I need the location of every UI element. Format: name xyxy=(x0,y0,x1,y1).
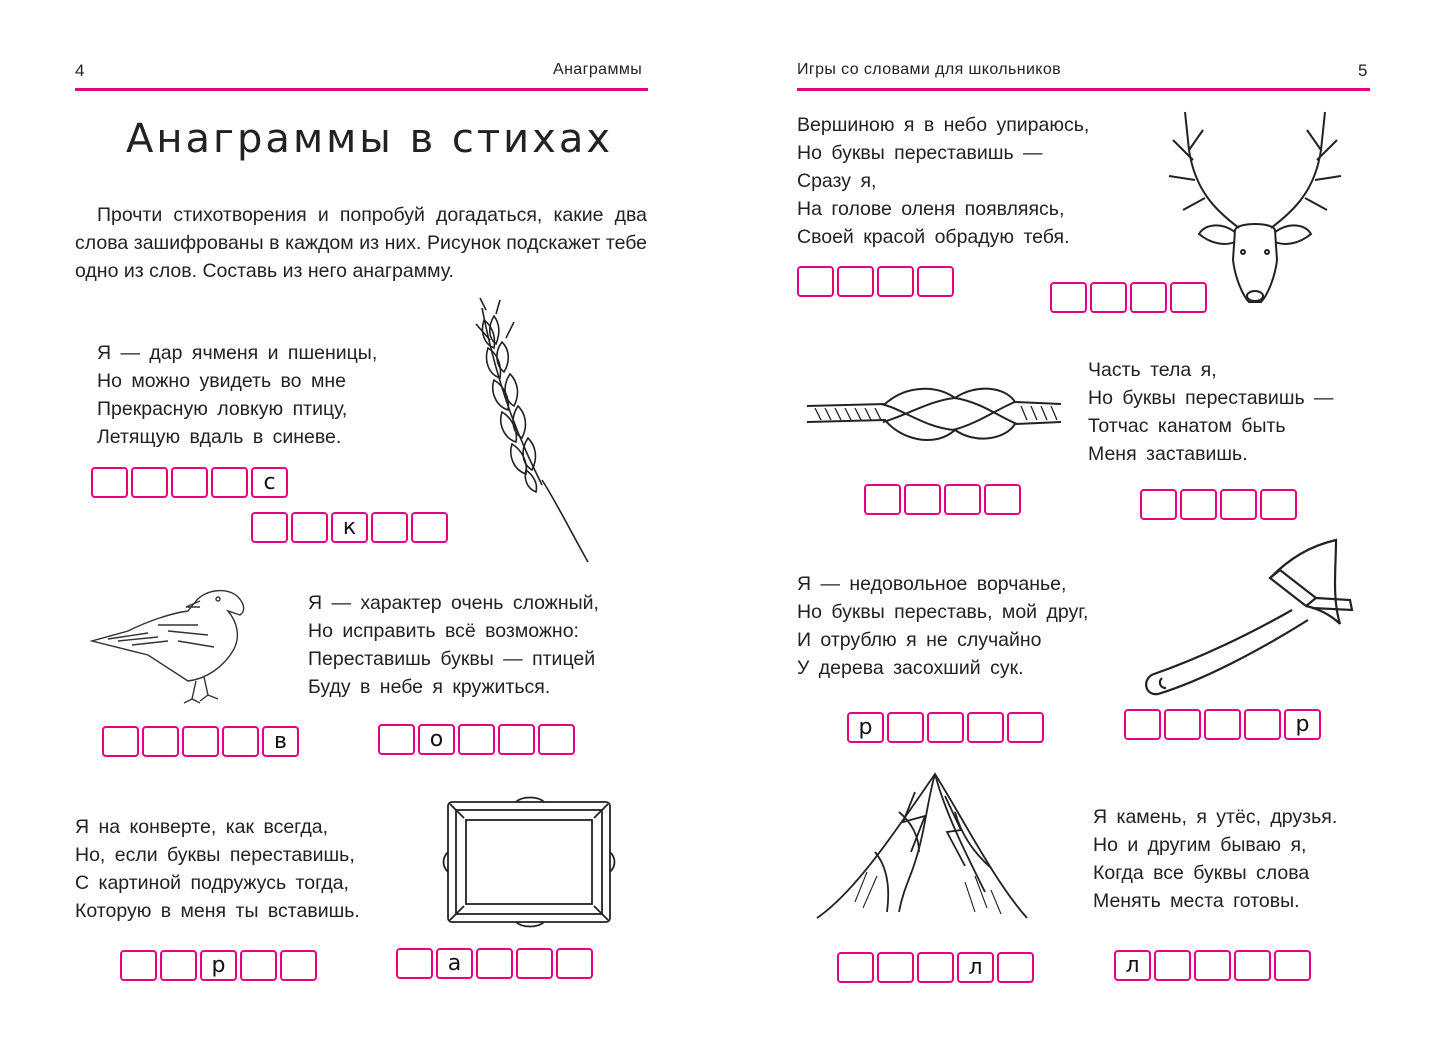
letter-box[interactable] xyxy=(1194,950,1231,981)
letter-box[interactable]: а xyxy=(436,948,473,979)
letter-box[interactable] xyxy=(997,952,1034,983)
poem-line: Часть тела я, xyxy=(1088,359,1217,381)
letter-box[interactable] xyxy=(371,512,408,543)
left-page-number: 4 xyxy=(75,61,85,80)
letter-box[interactable] xyxy=(1140,489,1177,520)
answer-boxes xyxy=(396,948,593,979)
poem-knot xyxy=(1088,356,1334,468)
axe-icon xyxy=(1140,538,1358,698)
letter-box[interactable]: с xyxy=(251,467,288,498)
letter-box[interactable] xyxy=(498,724,535,755)
poem-line: Я камень, я утёс, друзья. xyxy=(1093,806,1338,828)
letter-box[interactable] xyxy=(1164,709,1201,740)
letter-box[interactable]: р xyxy=(847,712,884,743)
raven-icon xyxy=(88,585,253,705)
letter-box[interactable] xyxy=(131,467,168,498)
letter-box[interactable] xyxy=(222,726,259,757)
poem-line: Но можно увидеть во мне xyxy=(97,370,346,392)
letter-box[interactable] xyxy=(476,948,513,979)
letter-box[interactable] xyxy=(887,712,924,743)
answer-boxes xyxy=(102,726,299,757)
letter-box[interactable] xyxy=(211,467,248,498)
poem-line: Я — характер очень сложный, xyxy=(308,592,599,614)
answer-boxes xyxy=(847,712,1044,743)
letter-box[interactable] xyxy=(984,484,1021,515)
poem-line: И отрублю я не случайно xyxy=(797,629,1042,651)
letter-box[interactable] xyxy=(516,948,553,979)
letter-box[interactable] xyxy=(1260,489,1297,520)
answer-boxes xyxy=(837,952,1034,983)
poem-line: Но, если буквы переставишь, xyxy=(75,844,355,866)
frame-icon xyxy=(446,798,614,926)
poem-line: Но буквы переставь, мой друг, xyxy=(797,601,1089,623)
answer-boxes xyxy=(864,484,1021,515)
poem-line: На голове оленя появляясь, xyxy=(797,198,1065,220)
letter-box[interactable] xyxy=(877,266,914,297)
letter-box[interactable]: л xyxy=(957,952,994,983)
right-header-rule xyxy=(797,88,1370,91)
poem-line: Я на конверте, как всегда, xyxy=(75,816,329,838)
letter-box[interactable] xyxy=(556,948,593,979)
letter-box[interactable] xyxy=(904,484,941,515)
letter-box[interactable] xyxy=(1090,282,1127,313)
answer-boxes xyxy=(120,950,317,981)
letter-box[interactable] xyxy=(396,948,433,979)
knot-icon xyxy=(805,378,1063,450)
letter-box[interactable] xyxy=(411,512,448,543)
letter-box[interactable] xyxy=(1220,489,1257,520)
poem-antlers xyxy=(797,111,1089,251)
poem-line: У дерева засохший сук. xyxy=(797,657,1024,679)
poem-frame xyxy=(75,813,360,925)
poem-line: Менять места готовы. xyxy=(1093,890,1300,912)
letter-box[interactable] xyxy=(917,952,954,983)
poem-line: С картиной подружусь тогда, xyxy=(75,872,349,894)
letter-box[interactable] xyxy=(458,724,495,755)
letter-box[interactable] xyxy=(182,726,219,757)
right-running-header: Игры со словами для школьников xyxy=(797,61,1062,78)
letter-box[interactable] xyxy=(1130,282,1167,313)
letter-box[interactable] xyxy=(240,950,277,981)
letter-box[interactable] xyxy=(160,950,197,981)
letter-box[interactable] xyxy=(1204,709,1241,740)
letter-box[interactable] xyxy=(1050,282,1087,313)
poem-line: Летящую вдаль в синеве. xyxy=(97,426,342,448)
letter-box[interactable] xyxy=(1274,950,1311,981)
letter-box[interactable]: о xyxy=(418,724,455,755)
poem-line: Тотчас канатом быть xyxy=(1088,415,1286,437)
poem-line: Которую в меня ты вставишь. xyxy=(75,900,360,922)
letter-box[interactable] xyxy=(1124,709,1161,740)
left-running-header: Анаграммы xyxy=(553,61,643,78)
wheat-icon xyxy=(470,300,595,565)
poem-line: Я — дар ячменя и пшеницы, xyxy=(97,342,378,364)
letter-box[interactable] xyxy=(280,950,317,981)
poem-line: Но буквы переставишь — xyxy=(1088,387,1334,409)
poem-raven xyxy=(308,589,599,701)
letter-box[interactable] xyxy=(864,484,901,515)
letter-box[interactable]: р xyxy=(1284,709,1321,740)
poem-line: Буду в небе я кружиться. xyxy=(308,676,551,698)
right-page-number: 5 xyxy=(1358,61,1368,80)
letter-box[interactable] xyxy=(378,724,415,755)
letter-box[interactable] xyxy=(251,512,288,543)
poem-line: Прекрасную ловкую птицу, xyxy=(97,398,348,420)
poem-line: Когда все буквы слова xyxy=(1093,862,1310,884)
letter-box[interactable] xyxy=(1007,712,1044,743)
answer-boxes xyxy=(378,724,575,755)
poem-line: Я — недовольное ворчанье, xyxy=(797,573,1067,595)
letter-box[interactable] xyxy=(944,484,981,515)
letter-box[interactable] xyxy=(927,712,964,743)
letter-box[interactable] xyxy=(797,266,834,297)
deer-icon xyxy=(1165,110,1345,310)
poem-line: Сразу я, xyxy=(797,170,877,192)
poem-line: Переставишь буквы — птицей xyxy=(308,648,596,670)
answer-boxes xyxy=(1140,489,1297,520)
letter-box[interactable] xyxy=(917,266,954,297)
letter-box[interactable] xyxy=(1244,709,1281,740)
letter-box[interactable] xyxy=(538,724,575,755)
poem-line: Меня заставишь. xyxy=(1088,443,1248,465)
letter-box[interactable] xyxy=(877,952,914,983)
poem-line: Но и другим бываю я, xyxy=(1093,834,1307,856)
letter-box[interactable] xyxy=(1180,489,1217,520)
poem-mountain xyxy=(1093,803,1337,915)
letter-box[interactable] xyxy=(837,952,874,983)
answer-boxes xyxy=(91,467,288,498)
poem-axe xyxy=(797,570,1088,682)
letter-box[interactable]: р xyxy=(200,950,237,981)
page-title: Анаграммы в стихах xyxy=(126,116,614,162)
poem-line: Но исправить всё возможно: xyxy=(308,620,579,642)
letter-box[interactable] xyxy=(1154,950,1191,981)
left-header-rule xyxy=(75,88,648,91)
letter-box[interactable] xyxy=(1234,950,1271,981)
poem-line: Своей красой обрадую тебя. xyxy=(797,226,1070,248)
letter-box[interactable] xyxy=(102,726,139,757)
letter-box[interactable] xyxy=(91,467,128,498)
mountain-icon xyxy=(815,772,1030,922)
answer-boxes xyxy=(1124,709,1321,740)
letter-box[interactable] xyxy=(142,726,179,757)
poem-line: Вершиною я в небо упираюсь, xyxy=(797,114,1090,136)
letter-box[interactable] xyxy=(837,266,874,297)
letter-box[interactable] xyxy=(291,512,328,543)
poem-wheat xyxy=(97,339,377,451)
answer-boxes xyxy=(797,266,954,297)
poem-line: Но буквы переставишь — xyxy=(797,142,1043,164)
letter-box[interactable]: к xyxy=(331,512,368,543)
letter-box[interactable] xyxy=(967,712,1004,743)
answer-boxes xyxy=(251,512,448,543)
answer-boxes xyxy=(1114,950,1311,981)
letter-box[interactable]: в xyxy=(262,726,299,757)
letter-box[interactable]: л xyxy=(1114,950,1151,981)
letter-box[interactable] xyxy=(171,467,208,498)
intro-text: Прочти стихотворения и попробуй догадаться, какие два слова зашифрованы в каждом из них. Рисунок подскажет тебе одно из слов. Составь из него анаграмму. xyxy=(75,204,647,282)
letter-box[interactable] xyxy=(120,950,157,981)
